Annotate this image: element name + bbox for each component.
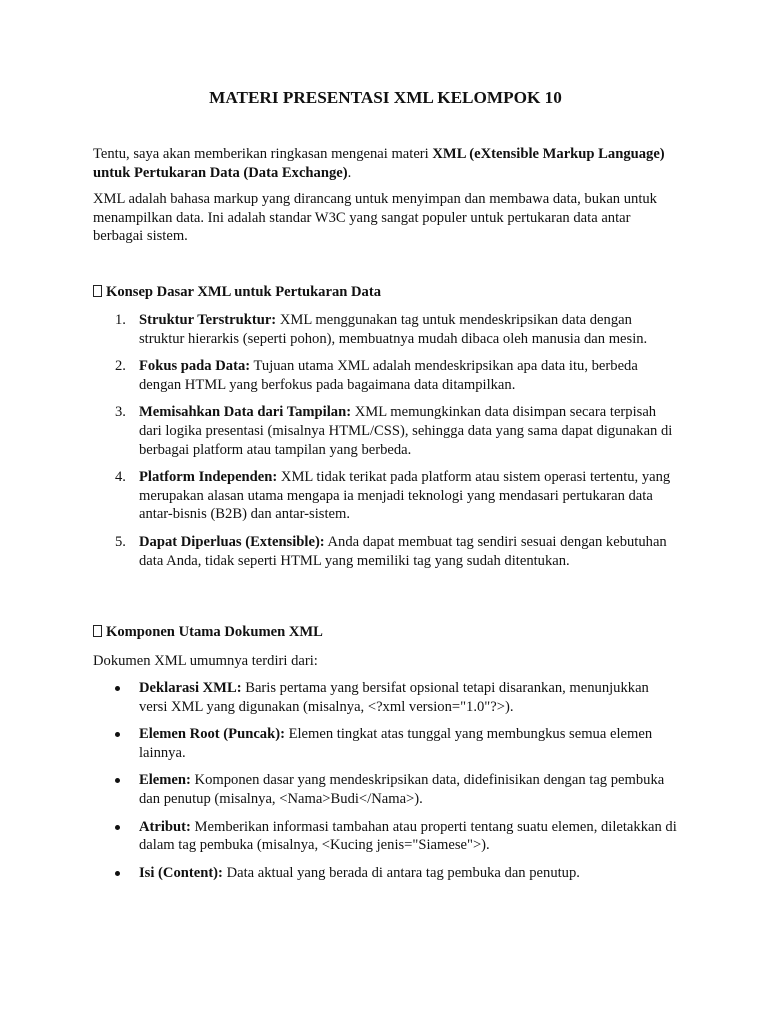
list-item-term: Deklarasi XML: bbox=[139, 680, 242, 696]
list-item-term: Isi (Content): bbox=[139, 864, 223, 881]
list-item bbox=[93, 403, 678, 459]
list-item-text: Komponen dasar yang mendeskripsikan data, didefinisikan dengan tag pembuka dan penutup (misalnya, <Nama>Budi</Nama>). bbox=[139, 772, 665, 807]
list-number: 4. bbox=[115, 469, 126, 486]
list-item-term: Platform Independen: bbox=[139, 469, 278, 486]
list-item-text: Elemen tingkat atas tunggal yang membungkus semua elemen lainnya. bbox=[139, 726, 653, 761]
list-item-text: Anda dapat membuat tag sendiri sesuai dengan kebutuhan data Anda, tidak seperti HTML yang memiliki tag yang sudah ditentukan. bbox=[139, 533, 667, 569]
missing-glyph-icon bbox=[93, 285, 102, 297]
list-item-text: Memberikan informasi tambahan atau properti tentang suatu elemen, diletakkan di dalam tag pembuka (misalnya, <Kucing jenis="Siamese">). bbox=[139, 818, 677, 854]
list-item-text: Baris pertama yang bersifat opsional tetapi disarankan, menunjukkan versi XML yang digunakan (misalnya, <?xml version="1.0"?>). bbox=[139, 680, 649, 715]
list-number: 5. bbox=[115, 533, 126, 550]
intro-text-end: . bbox=[347, 164, 352, 181]
list-item bbox=[93, 771, 678, 808]
list-item-text: XML tidak terikat pada platform atau sistem operasi tertentu, yang merupakan alasan utama mengapa ia menjadi teknologi yang mendasari pertukaran data antar-bisnis (B2B) dan antar-sistem. bbox=[139, 469, 671, 523]
bullet-icon bbox=[115, 686, 120, 691]
list-item-term: Memisahkan Data dari Tampilan: bbox=[139, 404, 352, 421]
section-heading-text: Komponen Utama Dokumen XML bbox=[106, 624, 323, 640]
section-heading-komponen bbox=[93, 623, 678, 642]
list-number: 3. bbox=[115, 404, 126, 421]
komponen-intro: Dokumen XML umumnya terdiri dari: bbox=[93, 653, 318, 669]
list-item-term: Elemen: bbox=[139, 772, 191, 789]
list-item-term: Fokus pada Data: bbox=[139, 358, 251, 375]
list-item bbox=[93, 818, 678, 855]
xml-description-paragraph: XML adalah bahasa markup yang dirancang untuk menyimpan dan membawa data, bukan untuk menampilkan data. Ini adalah standar W3C yang sangat populer untuk pertukaran data antar berbagai sistem. bbox=[93, 191, 657, 245]
intro-bold-text: XML (eXtensible Markup Language) untuk Pertukaran Data (Data Exchange) bbox=[93, 146, 665, 181]
bullet-list-komponen bbox=[93, 679, 678, 891]
missing-glyph-icon bbox=[93, 625, 102, 637]
bullet-icon bbox=[115, 732, 120, 737]
list-item-term: Dapat Diperluas (Extensible): bbox=[139, 533, 325, 550]
list-item-term: Struktur Terstruktur: bbox=[139, 312, 277, 328]
list-item bbox=[93, 533, 678, 570]
list-item bbox=[93, 864, 678, 883]
bullet-icon bbox=[115, 778, 120, 783]
bullet-icon bbox=[115, 871, 120, 876]
list-item bbox=[93, 725, 678, 762]
list-item-text: XML memungkinkan data disimpan secara terpisah dari logika presentasi (misalnya HTML/CSS), sehingga data yang sama dapat digunakan di berbagai platform atau tampilan yang berbeda. bbox=[139, 404, 673, 458]
section-heading-konsep bbox=[93, 283, 678, 302]
bullet-icon bbox=[115, 825, 120, 830]
intro-text: Tentu, saya akan memberikan ringkasan mengenai materi bbox=[93, 146, 433, 162]
list-number: 1. bbox=[115, 312, 126, 328]
list-item bbox=[93, 357, 678, 394]
list-item-text: Tujuan utama XML adalah mendeskripsikan apa data itu, berbeda dengan HTML yang berfokus pada bagaimana data ditampilkan. bbox=[139, 358, 638, 393]
section-heading-text: Konsep Dasar XML untuk Pertukaran Data bbox=[106, 284, 382, 300]
list-item-text: XML menggunakan tag untuk mendeskripsikan data dengan struktur hierarkis (seperti pohon), membuatnya mudah dibaca oleh manusia dan mesin. bbox=[139, 312, 648, 347]
intro-paragraph bbox=[93, 145, 678, 182]
list-item bbox=[93, 679, 678, 716]
list-item-term: Atribut: bbox=[139, 818, 191, 835]
document-title: MATERI PRESENTASI XML KELOMPOK 10 bbox=[209, 88, 562, 107]
list-item bbox=[93, 468, 678, 524]
list-number: 2. bbox=[115, 358, 126, 375]
list-item-text: Data aktual yang berada di antara tag pembuka dan penutup. bbox=[222, 864, 580, 881]
list-item bbox=[93, 311, 678, 348]
numbered-list-konsep bbox=[93, 311, 678, 579]
list-item-term: Elemen Root (Puncak): bbox=[139, 726, 285, 743]
